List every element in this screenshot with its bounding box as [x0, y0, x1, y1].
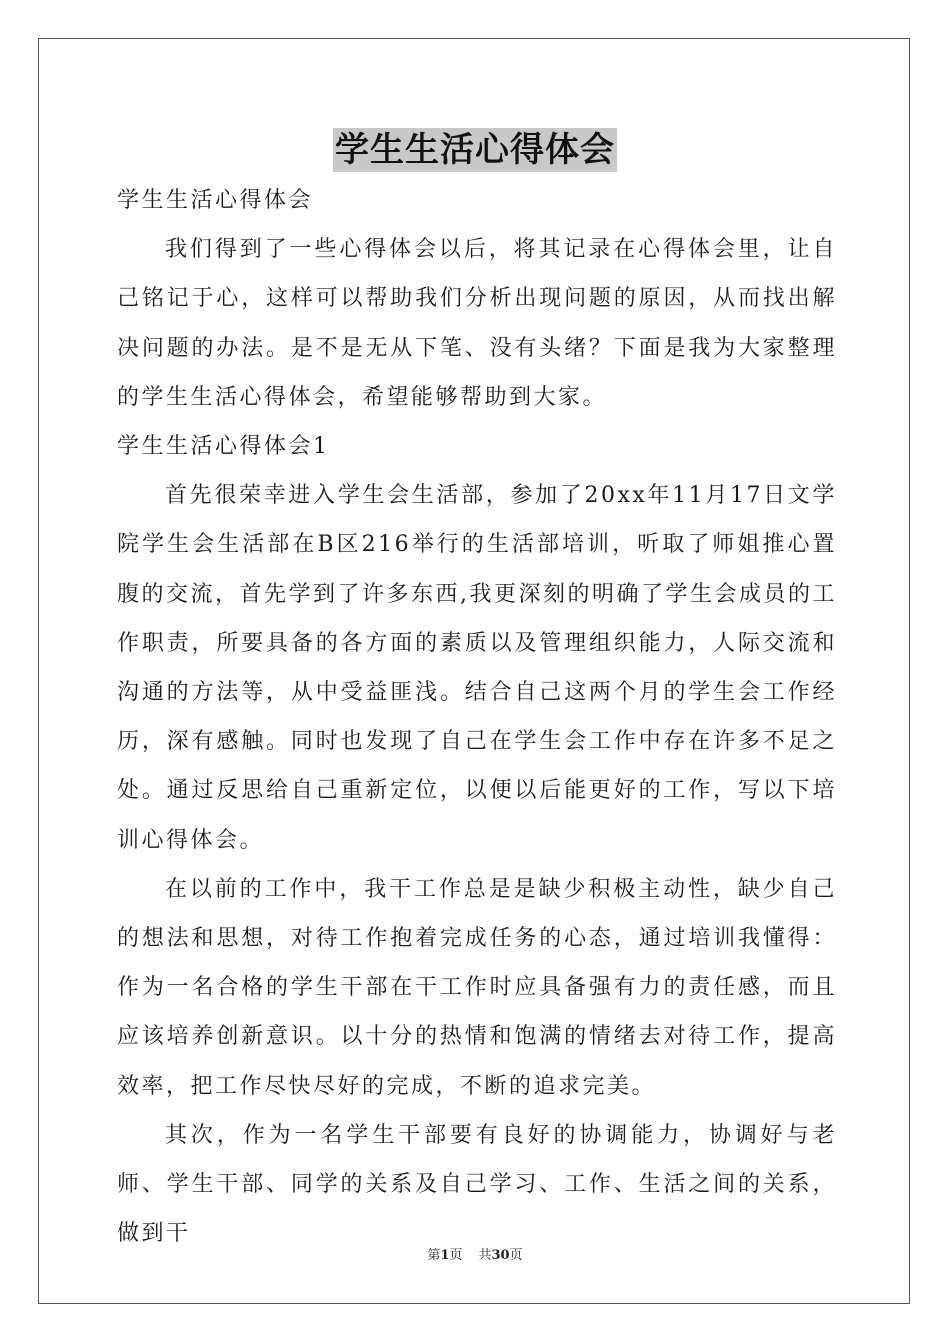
paragraph-section-heading: 学生生活心得体会1 [117, 434, 330, 460]
paragraph-body: 在以前的工作中，我干工作总是是缺少积极主动性，缺少自己的想法和思想，对待工作抱着完成任务的心态，通过培训我懂得：作为一名合格的学生干部在干工作时应具备强有力的责任感，而且应该培养创新意识。以十分的热情和饱满的情绪去对待工作，提高效率，把工作尽快尽好的完成，不断的追求完美。 [117, 876, 837, 1099]
paragraph-body: 首先很荣幸进入学生会生活部，参加了20xx年11月17日文学院学生会生活部在B区216举行的生活部培训，听取了师姐推心置腹的交流，首先学到了许多东西,我更深刻的明确了学生会成员的工作职责，所要具备的各方面的素质以及管理组织能力，人际交流和沟通的方法等，从中受益匪浅。结合自己这两个月的学生会工作经历，深有感触。同时也发现了自己在学生会工作中存在许多不足之处。通过反思给自己重新定位，以便以后能更好的工作，写以下培训心得体会。 [117, 483, 837, 853]
total-prefix: 共 [478, 1248, 492, 1263]
page-footer [0, 1246, 950, 1266]
paragraph-intro: 我们得到了一些心得体会以后，将其记录在心得体会里，让自己铭记于心，这样可以帮助我们分析出现问题的原因，从而找出解决问题的办法。是不是无从下笔、没有头绪？下面是我为大家整理的学生生活心得体会，希望能够帮助到大家。 [117, 237, 837, 410]
paragraph-subtitle: 学生生活心得体会 [117, 188, 314, 213]
document-body [117, 176, 837, 1258]
title-container [0, 128, 950, 172]
page-suffix: 页 [449, 1248, 463, 1263]
total-pages: 30 [491, 1248, 510, 1263]
document-title: 学生生活心得体会 [335, 130, 615, 170]
page-number: 1 [440, 1248, 450, 1263]
page-prefix: 第 [427, 1248, 441, 1263]
paragraph-body: 其次，作为一名学生干部要有良好的协调能力，协调好与老师、学生干部、同学的关系及自己学习、工作、生活之间的关系，做到干 [117, 1122, 837, 1247]
total-suffix: 页 [509, 1248, 523, 1263]
